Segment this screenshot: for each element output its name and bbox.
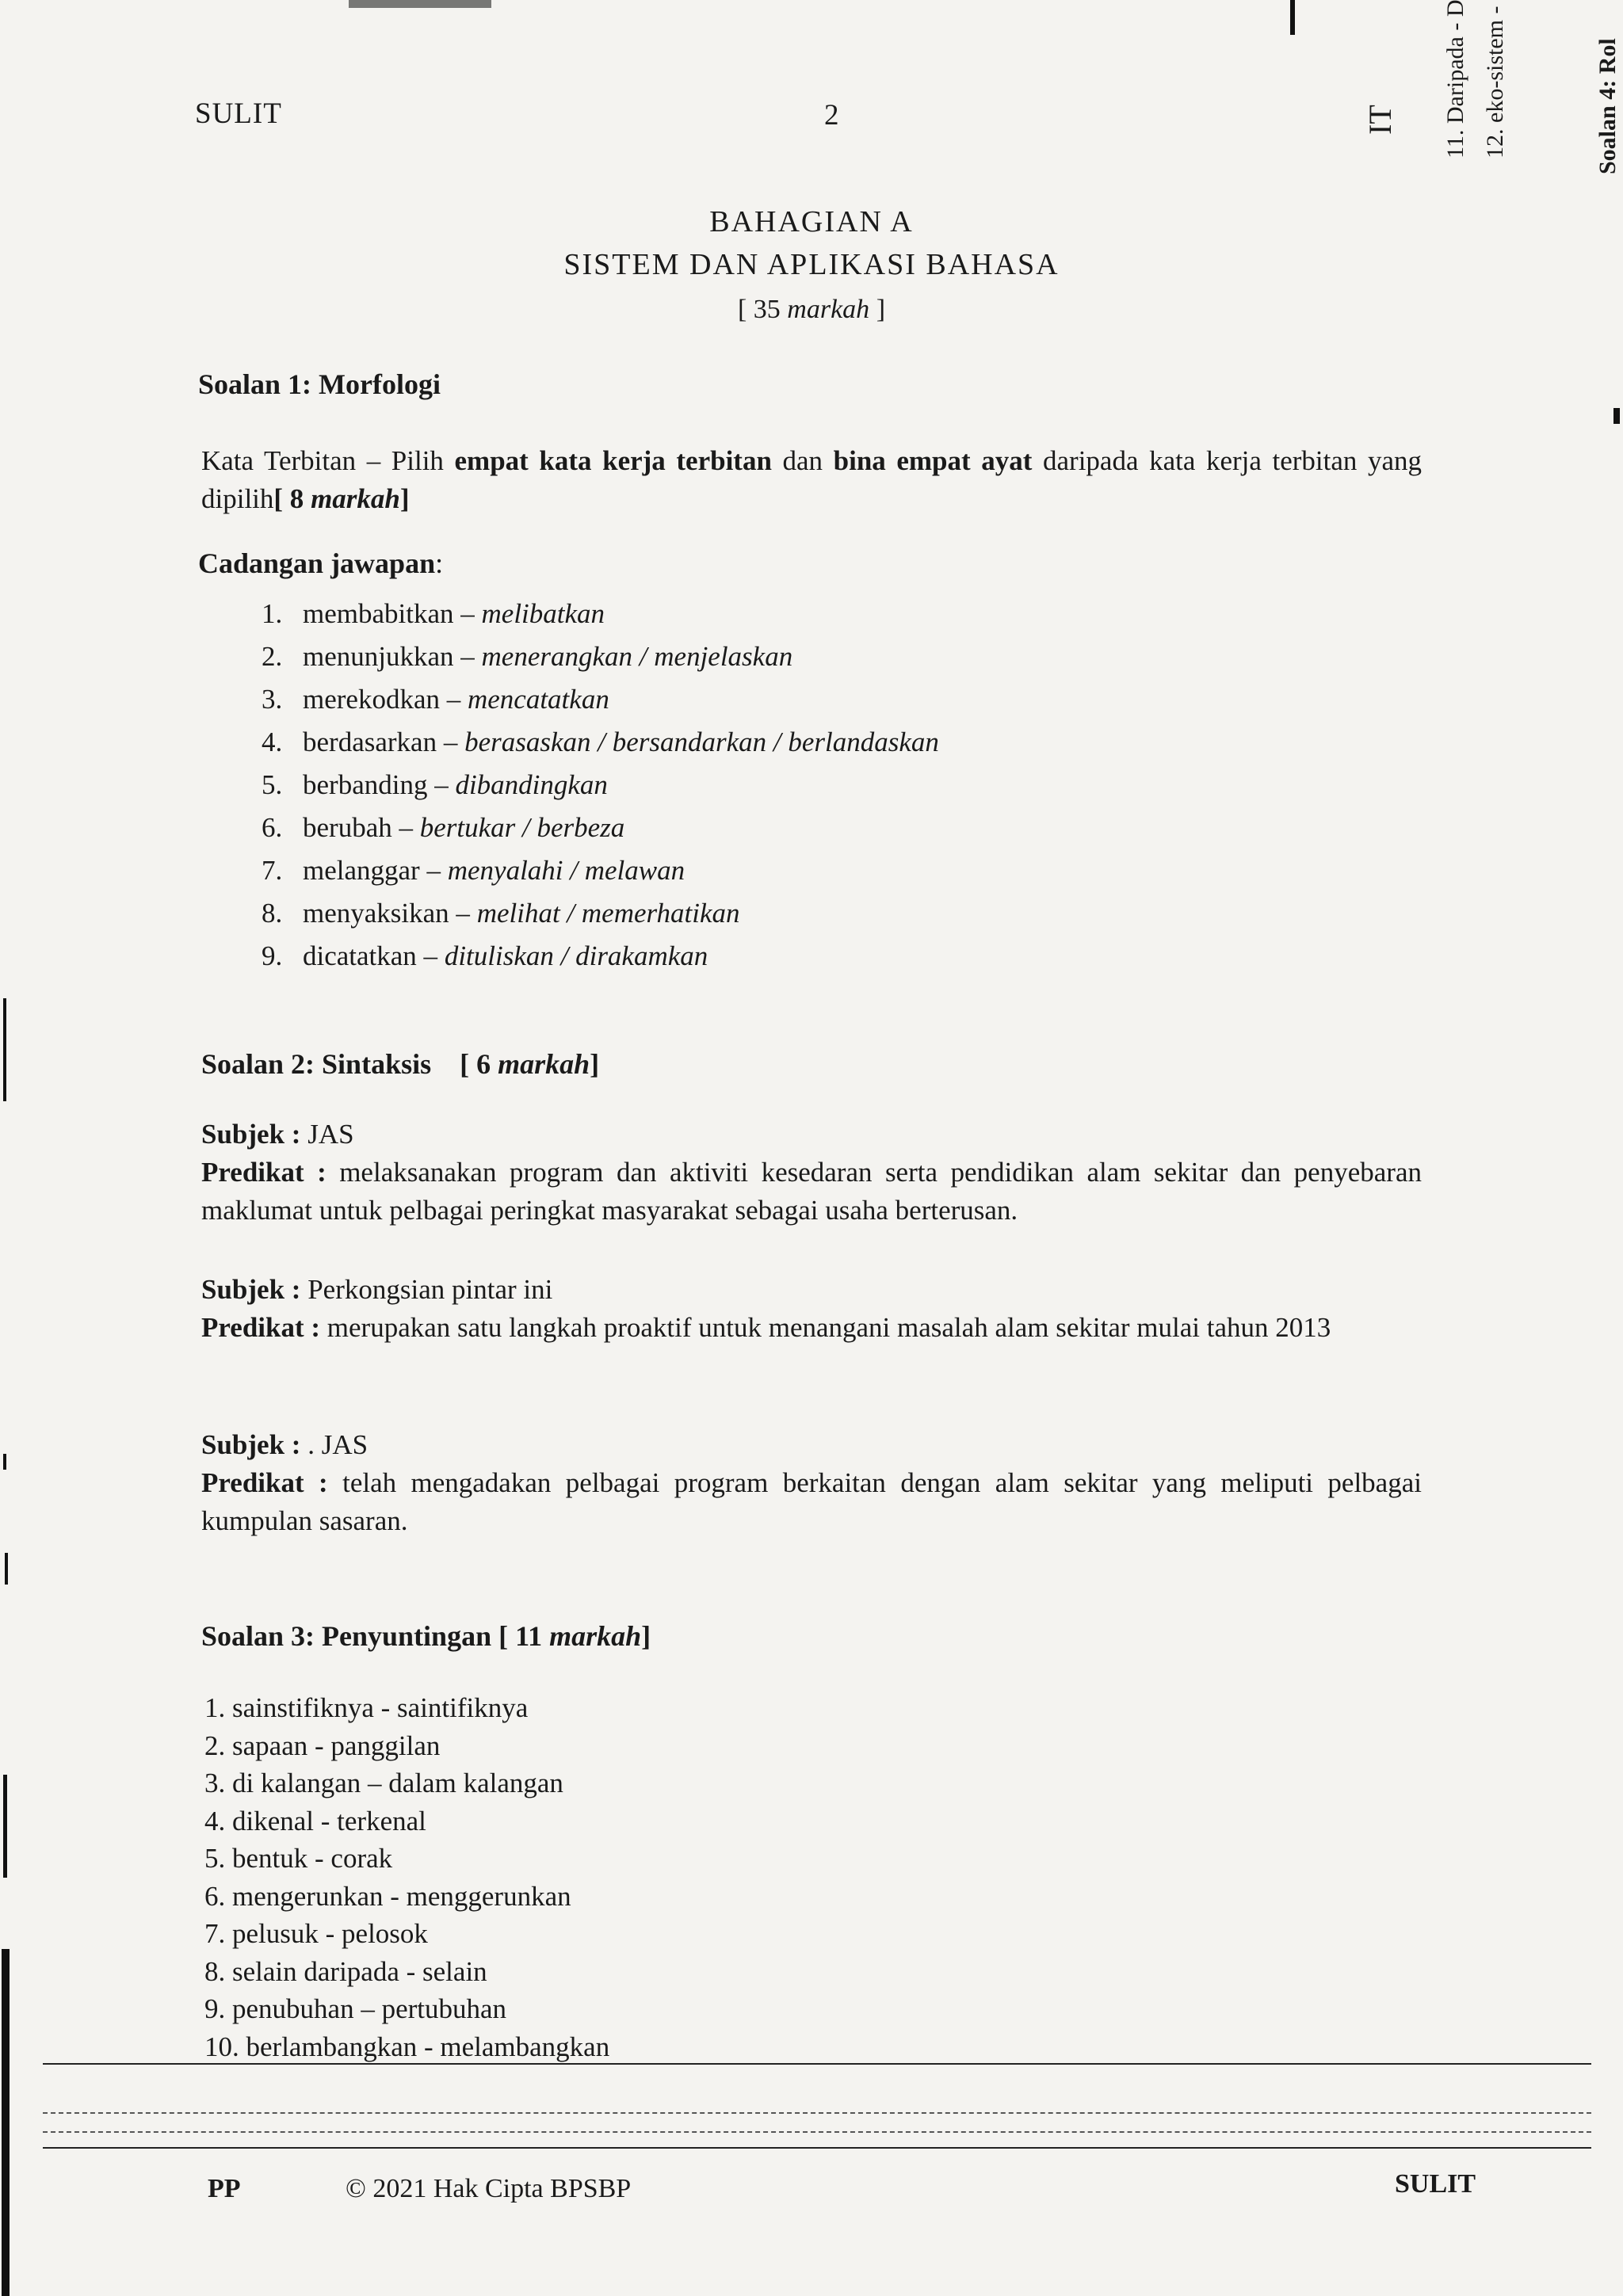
list-item: 5. berbanding – dibandingkan (262, 769, 608, 800)
scan-edge-mark (1613, 408, 1620, 424)
q2-pair-2 (201, 1271, 1422, 1347)
candidate-list (262, 593, 939, 978)
subjek-line: Subjek : . JAS (201, 1429, 369, 1460)
marks-word: markah (787, 295, 870, 324)
list-item: 2. sapaan - panggilan (204, 1730, 441, 1761)
footer-sulit: SULIT (1395, 2169, 1476, 2199)
subjek-line: Subjek : Perkongsian pintar ini (201, 1274, 553, 1305)
list-item: 1. membabitkan – melibatkan (262, 598, 605, 629)
section-marks (0, 295, 1623, 325)
marks-suffix: ] (869, 295, 886, 324)
list-item: 8. selain daripada - selain (204, 1955, 487, 1987)
instr-part: Kata Terbitan – Pilih (201, 445, 455, 476)
answer-label: Cadangan jawapan: (198, 547, 444, 579)
section-subtitle: SISTEM DAN APLIKASI BAHASA (563, 248, 1060, 281)
side-note-line: 12. eko-sistem - (1482, 6, 1508, 158)
list-item: 7. pelusuk - pelosok (204, 1918, 428, 1949)
marks-prefix: [ 35 (737, 295, 788, 324)
q2-heading: Soalan 2: Sintaksis [ 6 markah] (201, 1048, 600, 1080)
instr-part: daripada kata kerja terbitan yang dipilih (201, 445, 1422, 514)
list-item: 9. penubuhan – pertubuhan (204, 1993, 507, 2024)
scan-tick-top (1290, 0, 1295, 35)
predikat-line: Predikat : telah mengadakan pelbagai program berkaitan dengan alam sekitar yang meliputi pelbagai kumpulan sasaran. (201, 1467, 1422, 1536)
list-item: 7. melanggar – menyalahi / melawan (262, 855, 685, 886)
left-margin-line (3, 1775, 7, 1878)
section-title: BAHAGIAN A (709, 205, 914, 238)
predikat-line: Predikat : melaksanakan program dan aktiviti kesedaran serta pendidikan alam sekitar dan penyebaran maklumat untuk pelbagai peringkat masyarakat sebagai usaha berterusan. (201, 1157, 1422, 1226)
footer-rule-dashed (43, 2112, 1591, 2114)
left-margin-line (3, 1454, 6, 1470)
footer-rule (43, 2147, 1591, 2149)
list-item: 6. berubah – bertukar / berbeza (262, 812, 625, 843)
footer-copyright: © 2021 Hak Cipta BPSBP (346, 2174, 632, 2203)
list-item: 3. di kalangan – dalam kalangan (204, 1768, 563, 1798)
footer-code: PP (208, 2174, 241, 2203)
left-margin-line (2, 1949, 10, 2296)
q1-heading: Soalan 1: Morfologi (198, 368, 441, 400)
instr-part: dan (771, 445, 834, 476)
footer-rule-dashed (43, 2131, 1591, 2133)
side-note-soalan: Soalan 4: Rol (1594, 38, 1621, 174)
footer-rule (43, 2063, 1591, 2065)
list-item: 4. dikenal - terkenal (204, 1805, 426, 1836)
q3-heading: Soalan 3: Penyuntingan [ 11 markah] (201, 1620, 651, 1652)
list-item: 3. merekodkan – mencatatkan (262, 684, 609, 715)
subjek-line: Subjek : JAS (201, 1119, 354, 1150)
list-item: 9. dicatatkan – dituliskan / dirakamkan (262, 940, 708, 971)
list-item: 10. berlambangkan - melambangkan (204, 2031, 610, 2062)
left-margin-line (5, 1553, 8, 1585)
list-item: 2. menunjukkan – menerangkan / menjelaskan (262, 641, 793, 672)
editing-list (204, 1689, 609, 2065)
left-margin-line (3, 998, 6, 1101)
instr-bold: bina empat ayat (833, 445, 1033, 476)
scan-smudge-top (349, 0, 491, 8)
page-number: 2 (824, 99, 840, 132)
list-item: 4. berdasarkan – berasaskan / bersandarkan / berlandaskan (262, 727, 939, 757)
list-item: 8. menyaksikan – melihat / memerhatikan (262, 898, 740, 929)
edge-fragment: IT (1362, 105, 1398, 135)
instr-marks: [ 8 markah] (273, 483, 410, 514)
instr-bold: empat kata kerja terbitan (454, 445, 772, 476)
list-item: 1. sainstifiknya - saintifiknya (204, 1692, 529, 1723)
q1-instruction (201, 442, 1422, 518)
q2-pair-1 (201, 1116, 1422, 1230)
list-item: 5. bentuk - corak (204, 1843, 393, 1874)
q2-pair-3 (201, 1426, 1422, 1540)
predikat-line: Predikat : merupakan satu langkah proaktif untuk menangani masalah alam sekitar mulai tahun 2013 (201, 1312, 1331, 1343)
list-item: 6. mengerunkan - menggerunkan (204, 1880, 571, 1912)
side-note-line: 11. Daripada - D (1442, 0, 1468, 158)
sulit-header: SULIT (195, 97, 282, 130)
